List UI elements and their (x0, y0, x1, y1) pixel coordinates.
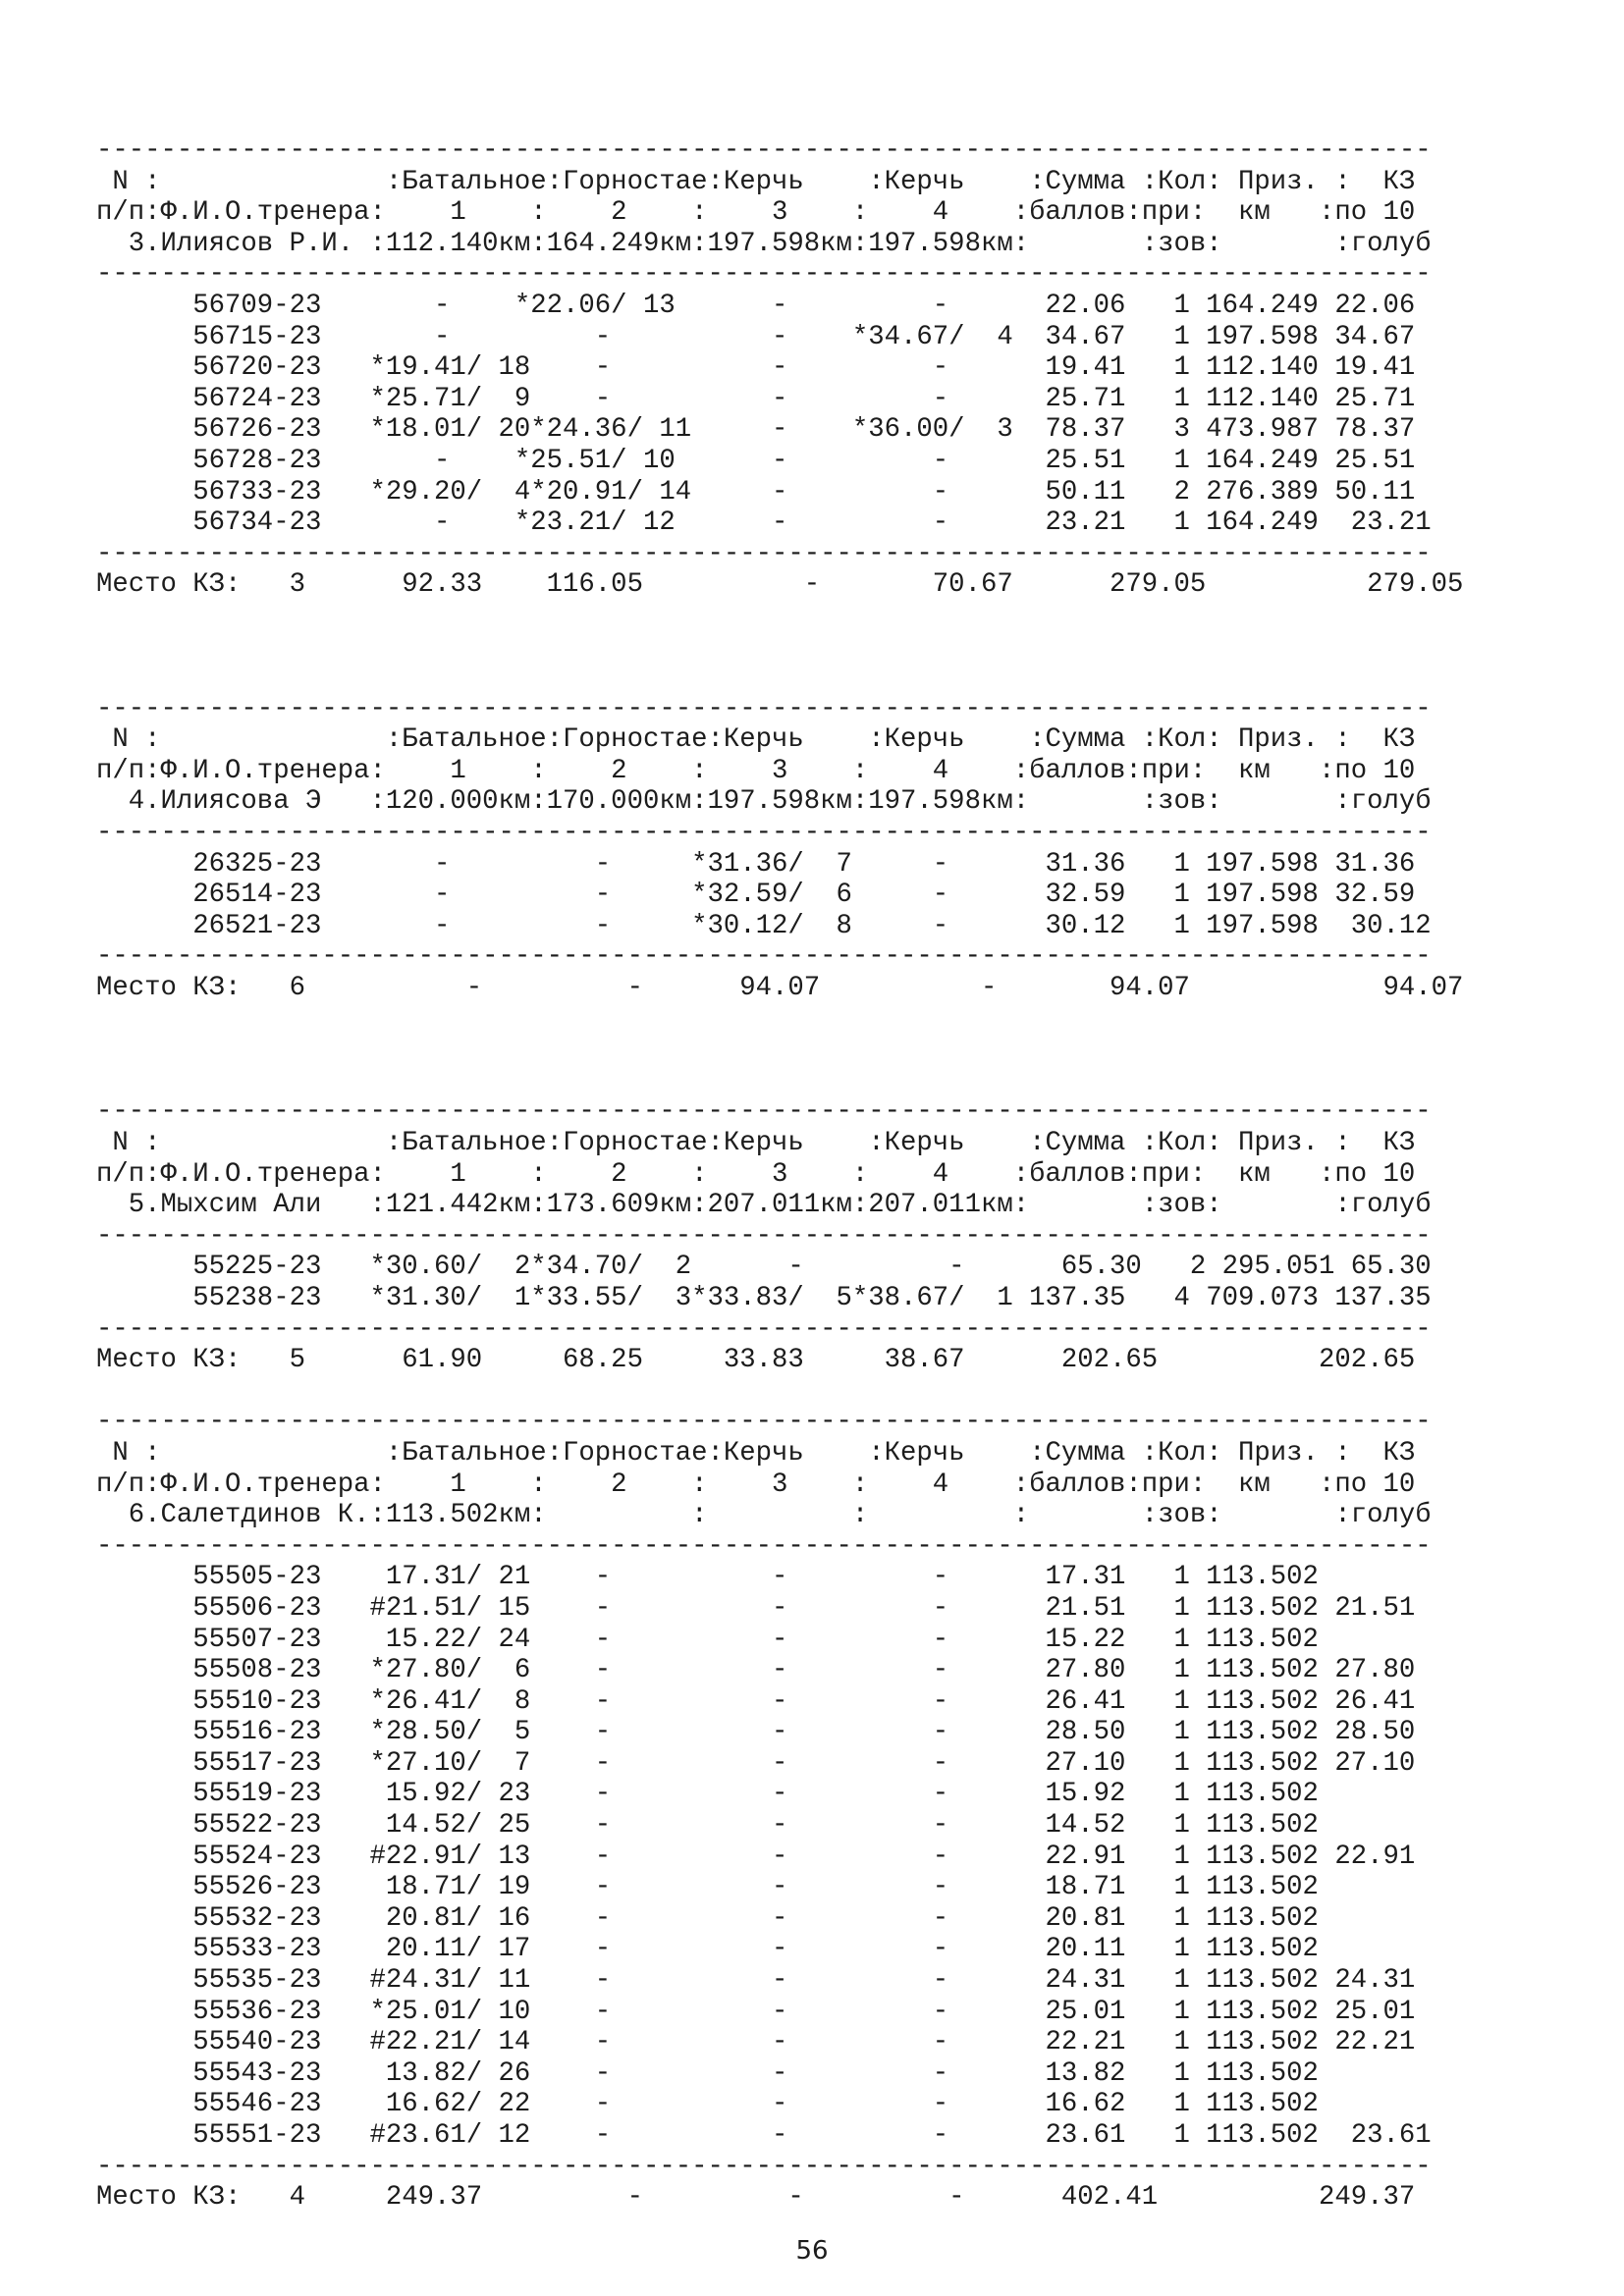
report-line: N : :Батальное:Горностае:Керчь :Керчь :Сумма :Кол: Приз. : КЗ (96, 1128, 1416, 1158)
blank-line (96, 1004, 1463, 1036)
report-line: Место КЗ: 5 61.90 68.25 33.83 38.67 202.65 202.65 (96, 1345, 1416, 1376)
separator-line: ----------------------------------------------------------------------------------- (96, 538, 1432, 569)
report-line: 55540-23 #22.21/ 14 - - - 22.21 1 113.502 22.21 (96, 2027, 1416, 2058)
report-line: 55535-23 #24.31/ 11 - - - 24.31 1 113.502 24.31 (96, 1965, 1416, 1997)
report-line: п/п:Ф.И.О.тренера: 1 : 2 : 3 : 4 :баллов:при: км :по 10 (96, 1468, 1416, 1500)
report-line: 55543-23 13.82/ 26 - - - 13.82 1 113.502 (96, 2057, 1319, 2089)
report-line: 55551-23 #23.61/ 12 - - - 23.61 1 113.502 23.61 (96, 2120, 1432, 2151)
separator-line: ----------------------------------------------------------------------------------- (96, 1313, 1432, 1345)
report-line: 3.Илиясов Р.И. :112.140км:164.249км:197.598км:197.598км: :зов: :голуб (96, 228, 1432, 259)
report-line: 55225-23 *30.60/ 2*34.70/ 2 - - 65.30 2 295.051 65.30 (96, 1252, 1432, 1283)
report-line: 55510-23 *26.41/ 8 - - - 26.41 1 113.502 26.41 (96, 1685, 1416, 1717)
report-line: 4.Илиясова Э :120.000км:170.000км:197.598км:197.598км: :зов: :голуб (96, 786, 1432, 818)
report-line: 55533-23 20.11/ 17 - - - 20.11 1 113.502 (96, 1934, 1319, 1965)
report-line: 26514-23 - - *32.59/ 6 - 32.59 1 197.598 32.59 (96, 880, 1416, 911)
report-line: 55508-23 *27.80/ 6 - - - 27.80 1 113.502 27.80 (96, 1655, 1416, 1686)
report-line: 56734-23 - *23.21/ 12 - - 23.21 1 164.249 23.21 (96, 507, 1432, 539)
report-line: 55526-23 18.71/ 19 - - - 18.71 1 113.502 (96, 1872, 1319, 1903)
separator-line: ----------------------------------------------------------------------------------- (96, 2151, 1432, 2182)
report-line: 56724-23 *25.71/ 9 - - - 25.71 1 112.140 25.71 (96, 383, 1416, 414)
report-line: 56715-23 - - - *34.67/ 4 34.67 1 197.598 34.67 (96, 321, 1416, 352)
report-line: N : :Батальное:Горностае:Керчь :Керчь :Сумма :Кол: Приз. : КЗ (96, 1437, 1416, 1468)
report-line: 56728-23 - *25.51/ 10 - - 25.51 1 164.249 25.51 (96, 445, 1416, 476)
blank-line (96, 632, 1463, 664)
report-line: N : :Батальное:Горностае:Керчь :Керчь :Сумма :Кол: Приз. : КЗ (96, 166, 1416, 197)
blank-line (96, 1376, 1463, 1408)
report-line: 55506-23 #21.51/ 15 - - - 21.51 1 113.502 21.51 (96, 1592, 1416, 1624)
report-line: п/п:Ф.И.О.тренера: 1 : 2 : 3 : 4 :баллов:при: км :по 10 (96, 1158, 1416, 1190)
report-line: п/п:Ф.И.О.тренера: 1 : 2 : 3 : 4 :баллов:при: км :по 10 (96, 197, 1416, 229)
separator-line: ----------------------------------------------------------------------------------- (96, 135, 1432, 166)
report-line: Место КЗ: 3 92.33 116.05 - 70.67 279.05 279.05 (96, 569, 1464, 601)
report-line: 55517-23 *27.10/ 7 - - - 27.10 1 113.502 27.10 (96, 1747, 1416, 1779)
report-line: 56709-23 - *22.06/ 13 - - 22.06 1 164.249 22.06 (96, 290, 1416, 321)
blank-line (96, 663, 1463, 694)
blank-line (96, 1066, 1463, 1097)
report-line: 55522-23 14.52/ 25 - - - 14.52 1 113.502 (96, 1810, 1319, 1842)
separator-line: ----------------------------------------------------------------------------------- (96, 1407, 1432, 1438)
report-line: 5.Мыхсим Али :121.442км:173.609км:207.011км:207.011км: :зов: :голуб (96, 1190, 1432, 1221)
report-line: 55524-23 #22.91/ 13 - - - 22.91 1 113.502 22.91 (96, 1841, 1416, 1872)
separator-line: ----------------------------------------------------------------------------------- (96, 1220, 1432, 1252)
report-line: 6.Салетдинов К.:113.502км: : : : :зов: :голуб (96, 1500, 1432, 1531)
report-line: 55532-23 20.81/ 16 - - - 20.81 1 113.502 (96, 1902, 1319, 1934)
blank-line (96, 601, 1463, 632)
report-line: 56733-23 *29.20/ 4*20.91/ 14 - - 50.11 2 276.389 50.11 (96, 476, 1416, 507)
report-line: п/п:Ф.И.О.тренера: 1 : 2 : 3 : 4 :баллов:при: км :по 10 (96, 755, 1416, 786)
separator-line: ----------------------------------------------------------------------------------- (96, 1096, 1432, 1128)
report-line: 56726-23 *18.01/ 20*24.36/ 11 - *36.00/ 3 78.37 3 473.987 78.37 (96, 414, 1416, 446)
separator-line: ----------------------------------------------------------------------------------- (96, 941, 1432, 973)
report-line: N : :Батальное:Горностае:Керчь :Керчь :Сумма :Кол: Приз. : КЗ (96, 724, 1416, 756)
report-line: 55519-23 15.92/ 23 - - - 15.92 1 113.502 (96, 1779, 1319, 1810)
report-table-text (96, 135, 1463, 2214)
separator-line: ----------------------------------------------------------------------------------- (96, 818, 1432, 849)
report-line: 56720-23 *19.41/ 18 - - - 19.41 1 112.140 19.41 (96, 352, 1416, 384)
page-number: 56 (795, 2236, 829, 2266)
separator-line: ----------------------------------------------------------------------------------- (96, 1530, 1432, 1562)
report-line: 55505-23 17.31/ 21 - - - 17.31 1 113.502 (96, 1562, 1319, 1593)
separator-line: ----------------------------------------------------------------------------------- (96, 259, 1432, 291)
blank-line (96, 1035, 1463, 1066)
separator-line: ----------------------------------------------------------------------------------- (96, 693, 1432, 724)
report-line: 55238-23 *31.30/ 1*33.55/ 3*33.83/ 5*38.67/ 1 137.35 4 709.073 137.35 (96, 1282, 1432, 1313)
report-line: 55536-23 *25.01/ 10 - - - 25.01 1 113.502 25.01 (96, 1996, 1416, 2027)
report-line: Место КЗ: 6 - - 94.07 - 94.07 94.07 (96, 973, 1464, 1004)
report-line: 26325-23 - - *31.36/ 7 - 31.36 1 197.598 31.36 (96, 848, 1416, 880)
report-line: 55516-23 *28.50/ 5 - - - 28.50 1 113.502 28.50 (96, 1717, 1416, 1748)
report-line: Место КЗ: 4 249.37 - - - 402.41 249.37 (96, 2182, 1416, 2214)
report-line: 55546-23 16.62/ 22 - - - 16.62 1 113.502 (96, 2089, 1319, 2120)
report-line: 55507-23 15.22/ 24 - - - 15.22 1 113.502 (96, 1624, 1319, 1655)
report-line: 26521-23 - - *30.12/ 8 - 30.12 1 197.598 30.12 (96, 910, 1432, 941)
